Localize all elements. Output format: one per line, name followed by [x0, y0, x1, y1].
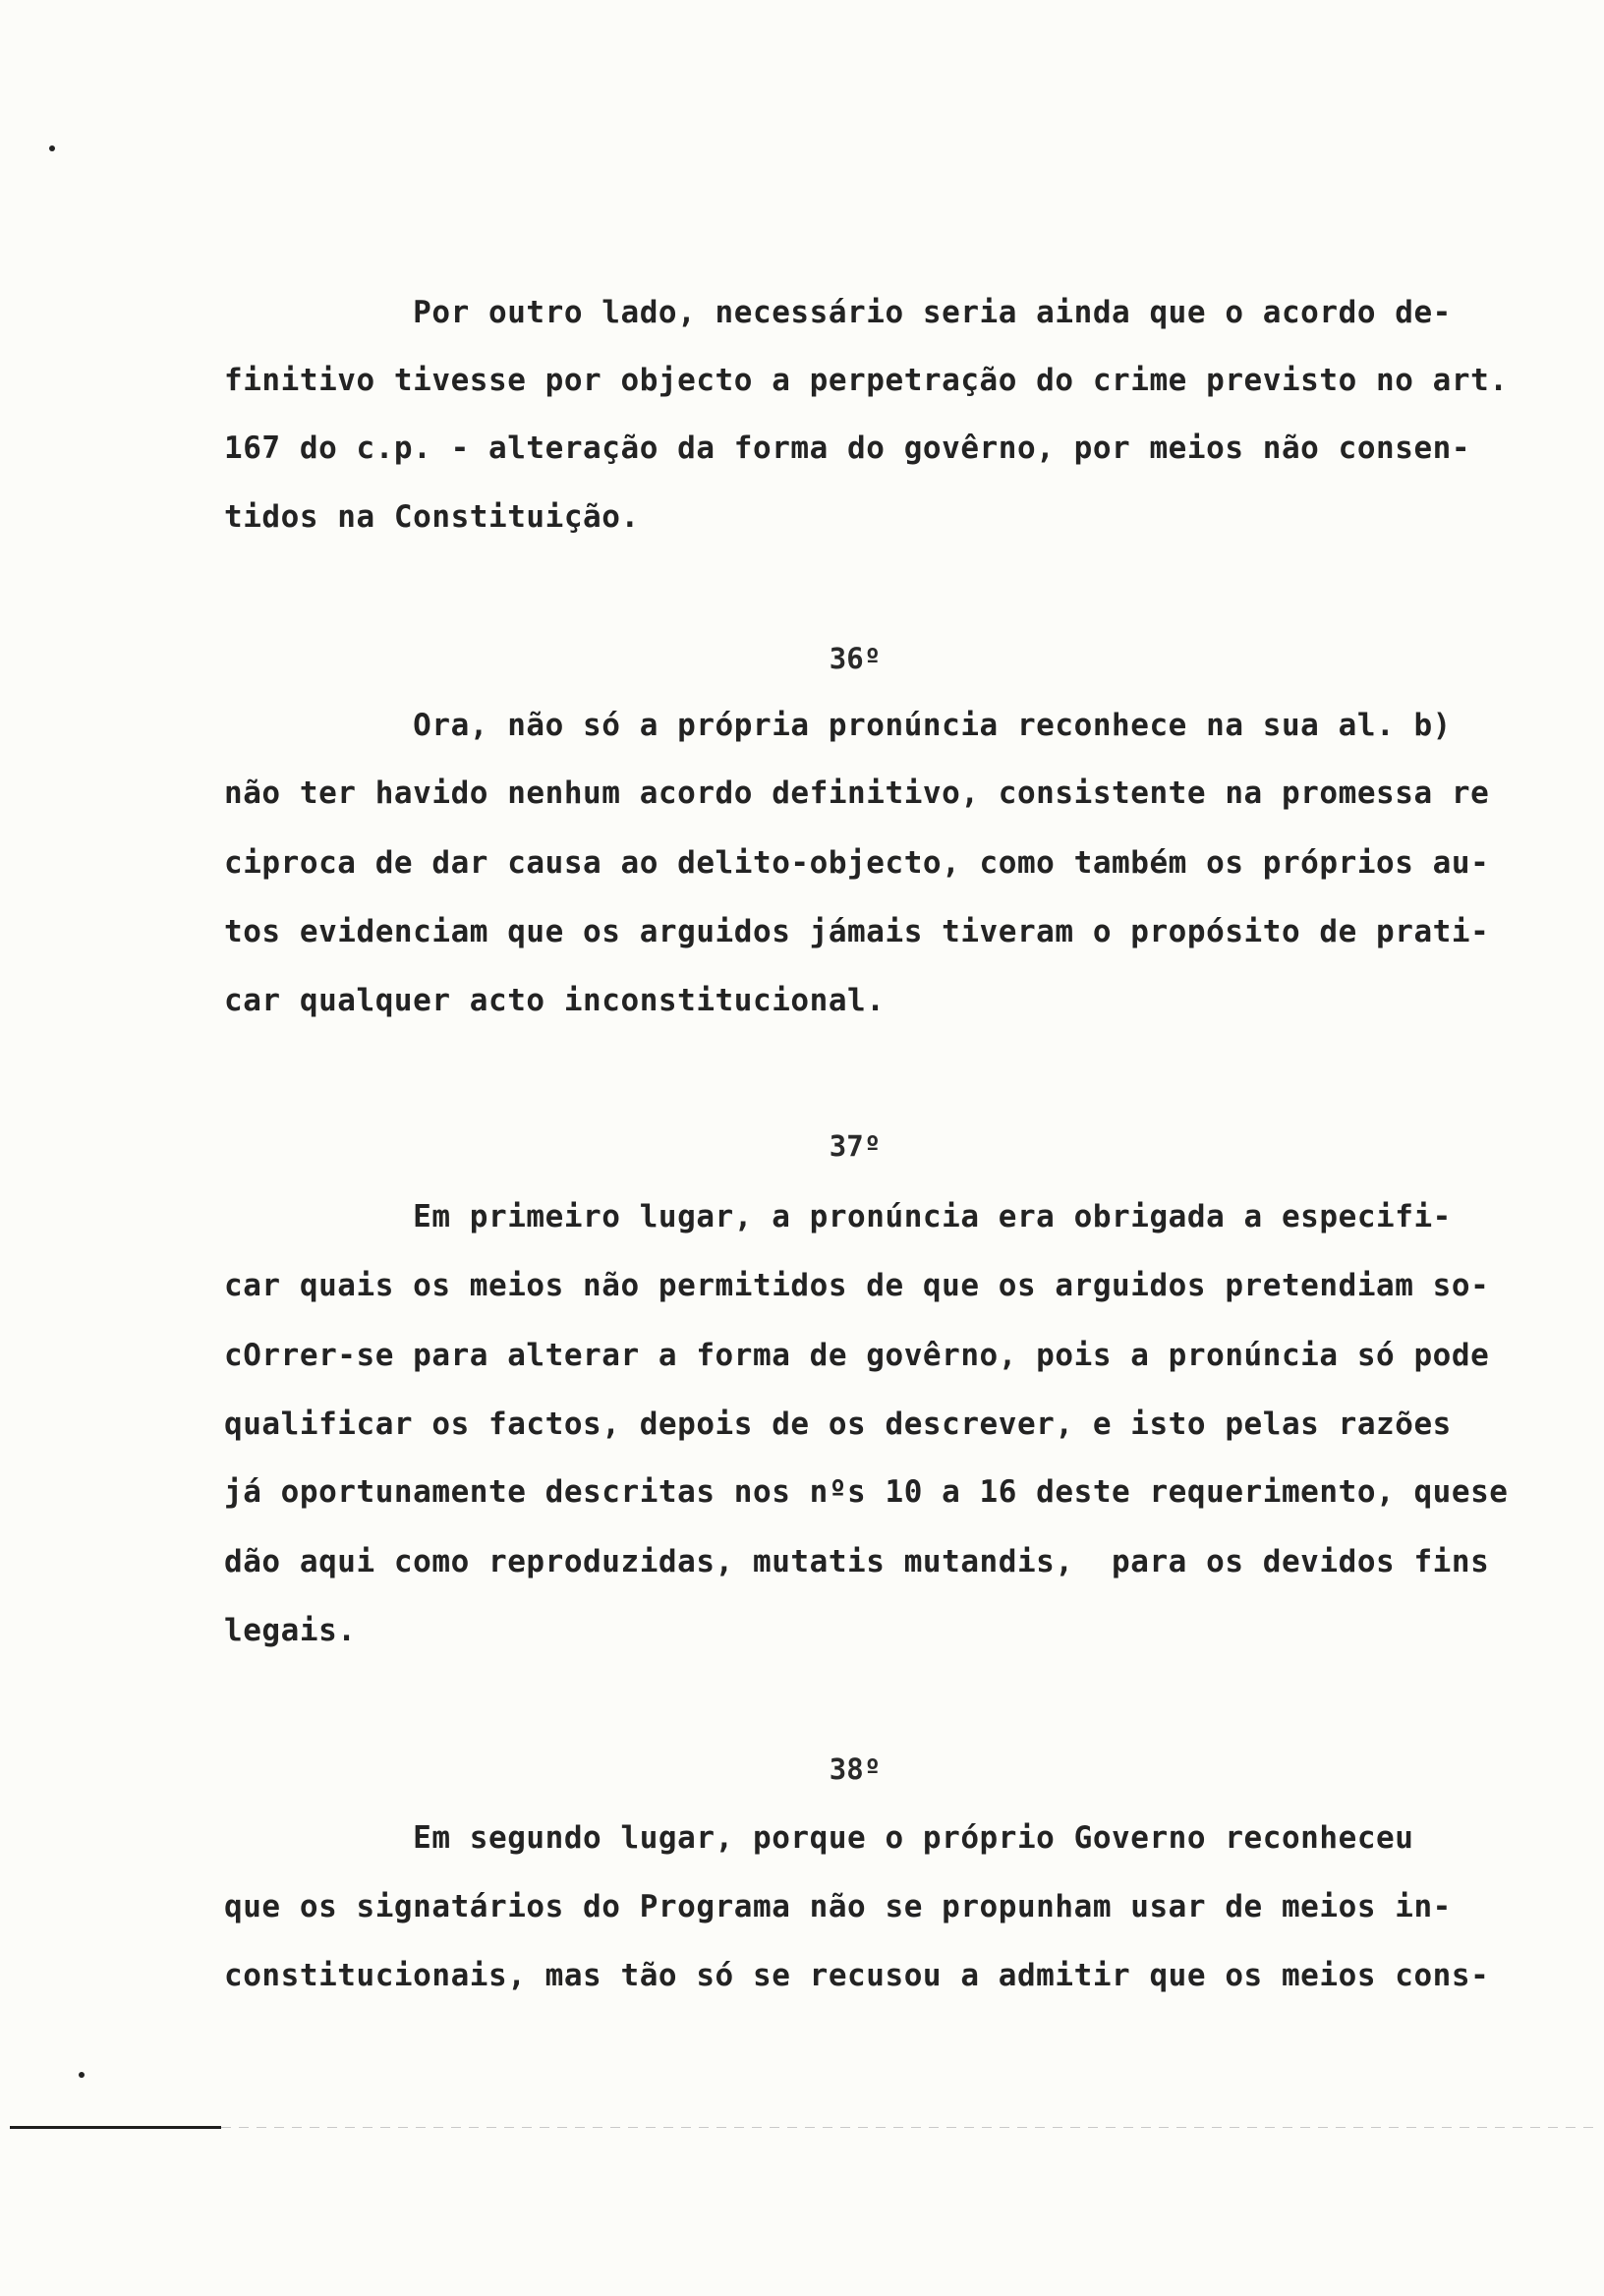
text-line: Por outro lado, necessário seria ainda que o acordo de- [224, 295, 1452, 330]
bottom-rule [10, 2126, 221, 2129]
text-line: dão aqui como reproduzidas, mutatis mutandis, para os devidos fins [224, 1544, 1490, 1579]
text-line: car quais os meios não permitidos de que os arguidos pretendiam so- [224, 1268, 1490, 1303]
text-line: car qualquer acto inconstitucional. [224, 983, 886, 1018]
text-line: não ter havido nenhum acordo definitivo, consistente na promessa re [224, 775, 1490, 811]
text-line: ciproca de dar causa ao delito-objecto, como também os próprios au- [224, 845, 1490, 881]
scan-speck [79, 2072, 85, 2078]
text-line: constitucionais, mas tão só se recusou a admitir que os meios cons- [224, 1958, 1490, 1993]
paragraph-number: 36º [829, 642, 882, 675]
text-line: Em segundo lugar, porque o próprio Governo reconheceu [224, 1820, 1414, 1856]
paragraph-number: 37º [829, 1129, 882, 1163]
text-line: Ora, não só a própria pronúncia reconhece na sua al. b) [224, 708, 1452, 743]
text-line: qualificar os factos, depois de os descrever, e isto pelas razões [224, 1406, 1452, 1442]
text-line: cOrrer-se para alterar a forma de govêrno, pois a pronúncia só pode [224, 1338, 1490, 1373]
text-line: já oportunamente descritas nos nºs 10 a 16 deste requerimento, quese [224, 1474, 1509, 1510]
text-line: 167 do c.p. - alteração da forma do govêrno, por meios não consen- [224, 430, 1471, 466]
text-line: legais. [224, 1613, 357, 1648]
scan-speck [49, 145, 55, 151]
text-line: finitivo tivesse por objecto a perpetração do crime previsto no art. [224, 363, 1509, 398]
text-line: que os signatários do Programa não se propunham usar de meios in- [224, 1889, 1452, 1924]
text-line: Em primeiro lugar, a pronúncia era obrigada a especifi- [224, 1199, 1452, 1234]
bottom-rule-faint [221, 2127, 1597, 2128]
text-line: tidos na Constituição. [224, 499, 640, 535]
paragraph-number: 38º [829, 1752, 882, 1786]
text-line: tos evidenciam que os arguidos jámais tiveram o propósito de prati- [224, 914, 1490, 949]
